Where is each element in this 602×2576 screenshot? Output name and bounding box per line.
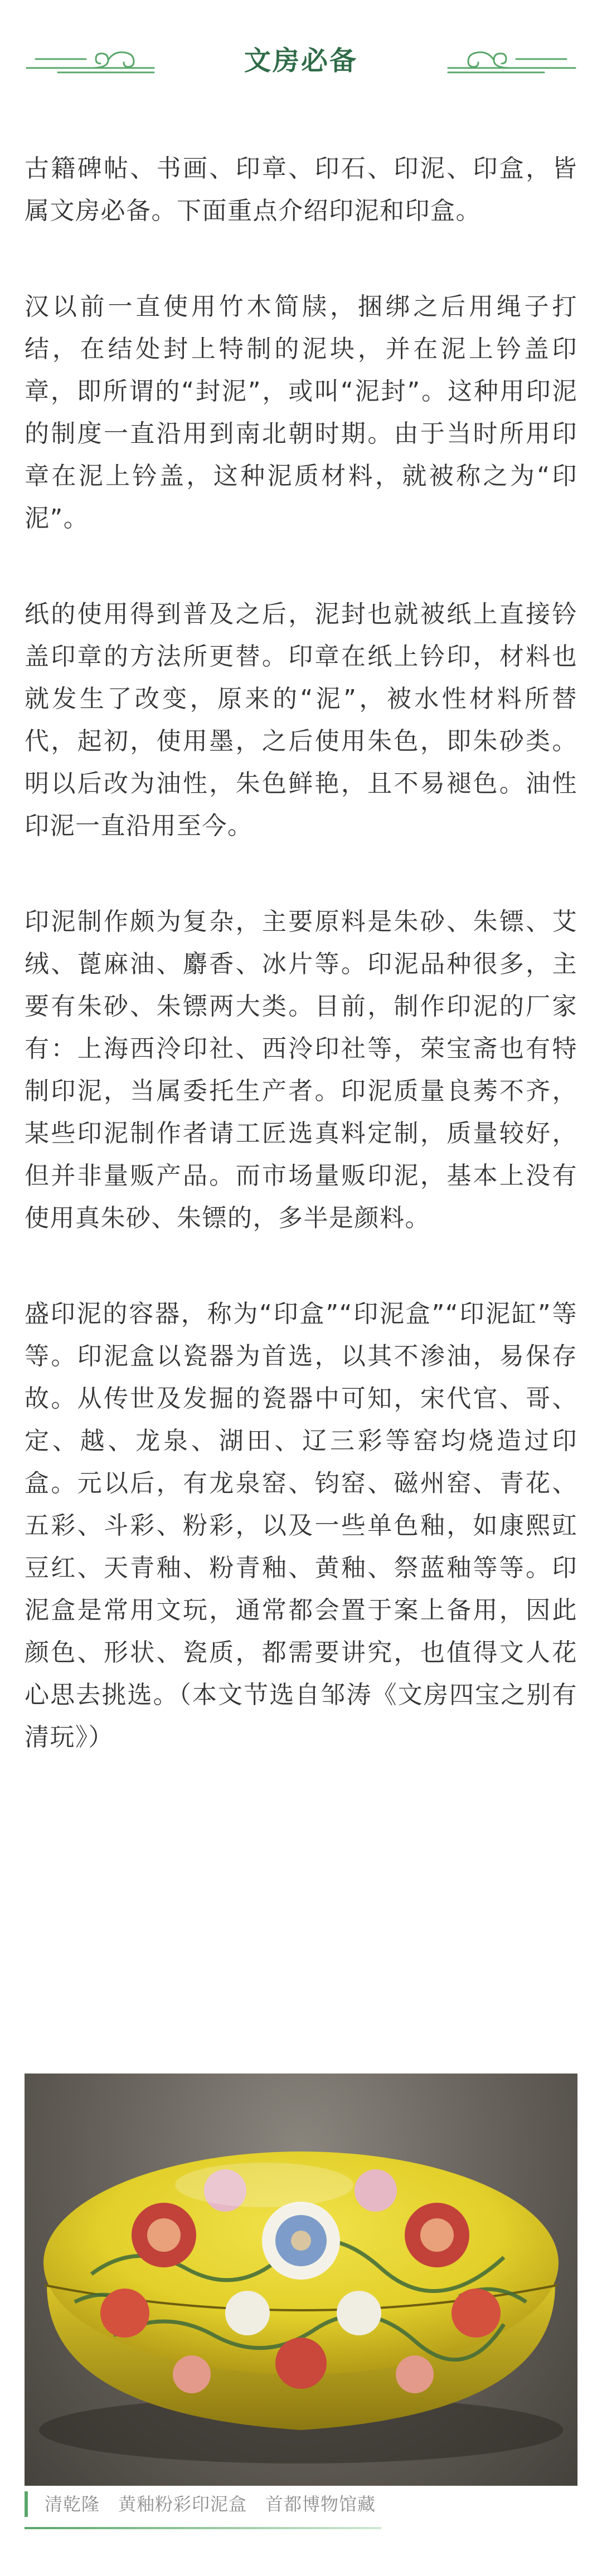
figure-caption: 清乾隆 黄釉粉彩印泥盒 首都博物馆藏 bbox=[45, 2494, 376, 2515]
paragraph: 古籍碑帖、书画、印章、印石、印泥、印盒，皆属文房必备。下面重点介绍印泥和印盒。 bbox=[25, 154, 577, 225]
paragraph: 盛印泥的容器，称为“印盒”“印泥盒”“印泥缸”等等。印泥盒以瓷器为首选，以其不渗油，易保存故。从传世及发掘的瓷器中可知，宋代官、哥、定、越、龙泉、湖田、辽三彩等窑均烧造过印盒。元以后，有龙泉窑、钧窑、磁州窑、青花、五彩、斗彩、粉彩，以及一些单色釉，如康熙豇豆红、天青釉、粉青釉、黄釉、祭蓝釉等等。印泥盒是常用文玩，通常都会置于案上备用，因此颜色、形状、瓷质，都需要讲究，也值得文人花心思去挑选。（本文节选自邹涛《文房四宝之别有清玩》） bbox=[25, 1300, 577, 1752]
article-figure bbox=[25, 2074, 577, 2537]
yellow-enamel-ink-box-image bbox=[25, 2074, 577, 2486]
page-title: 文房必备 bbox=[244, 45, 358, 76]
paragraph: 纸的使用得到普及之后，泥封也就被纸上直接钤盖印章的方法所更替。印章在纸上钤印，材料也就发生了改变，原来的“泥”，被水性材料所替代，起初，使用墨，之后使用朱色，即朱砂类。明以后改为油性，朱色鲜艳，且不易褪色。油性印泥一直沿用至今。 bbox=[25, 600, 577, 840]
paragraph: 汉以前一直使用竹木简牍，捆绑之后用绳子打结，在结处封上特制的泥块，并在泥上钤盖印章，即所谓的“封泥”，或叫“泥封”。这种用印泥的制度一直沿用到南北朝时期。由于当时所用印章在泥上钤盖，这种泥质材料，就被称之为“印泥”。 bbox=[25, 292, 577, 533]
cloud-ornament-right-icon bbox=[446, 46, 577, 78]
article-body bbox=[25, 148, 577, 1812]
ink-box-photo[interactable] bbox=[25, 2074, 577, 2486]
caption-underline bbox=[25, 2527, 381, 2529]
article-header bbox=[0, 33, 602, 95]
paragraph: 印泥制作颇为复杂，主要原料是朱砂、朱镖、艾绒、蓖麻油、麝香、冰片等。印泥品种很多，主要有朱砂、朱镖两大类。目前，制作印泥的厂家有：上海西泠印社、西泠印社等，荣宝斋也有特制印泥，当属委托生产者。印泥质量良莠不齐，某些印泥制作者请工匠选真料定制，质量较好，但并非量贩产品。而市场量贩印泥，基本上没有使用真朱砂、朱镖的，多半是颜料。 bbox=[25, 908, 577, 1232]
caption-accent-bar bbox=[25, 2491, 28, 2517]
figure-caption-block bbox=[25, 2486, 577, 2537]
